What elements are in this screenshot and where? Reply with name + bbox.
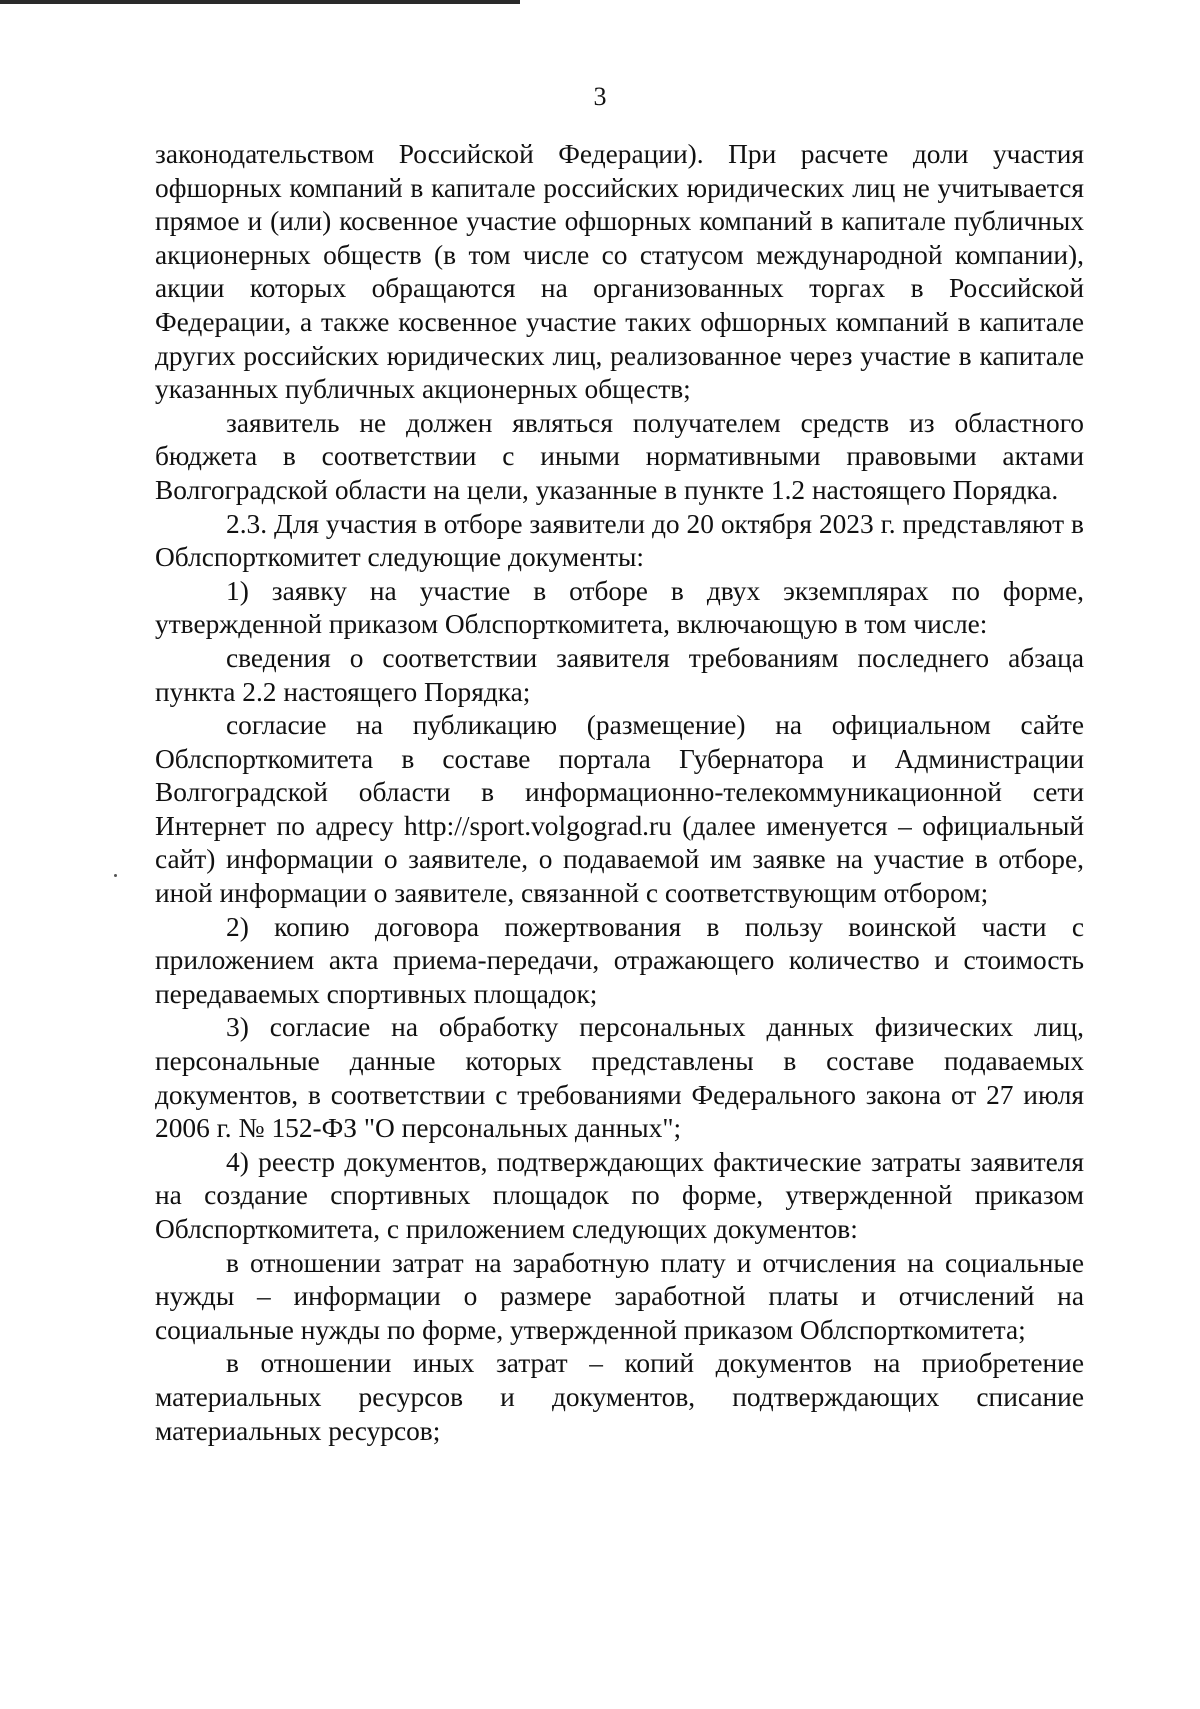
- document-body: [155, 138, 1084, 1448]
- paragraph: в отношении иных затрат – копий документов на приобретение материальных ресурсов и документов, подтверждающих списание материальных ресурсов;: [155, 1348, 1084, 1446]
- page-number: 3: [593, 82, 607, 111]
- paragraph-continuation: законодательством Российской Федерации). При расчете доли участия офшорных компаний в капитале российских юридических лиц не учитывается прямое и (или) косвенное участие офшорных компаний в капитале публичных акционерных обществ (в том числе со статусом международной компании), акции которых обращаются на организованных торгах в Российской Федерации, а также косвенное участие таких офшорных компаний в капитале других российских юридических лиц, реализованное через участие в капитале указанных публичных акционерных обществ;: [155, 139, 1084, 405]
- paragraph: в отношении затрат на заработную плату и отчисления на социальные нужды – информации о размере заработной платы и отчислений на социальные нужды по форме, утвержденной приказом Облспорткомитета;: [155, 1247, 1084, 1345]
- paragraph: сведения о соответствии заявителя требованиям последнего абзаца пункта 2.2 настоящего Порядка;: [155, 642, 1084, 707]
- list-item-1: 1) заявку на участие в отборе в двух экземплярах по форме, утвержденной приказом Облспорткомитета, включающую в том числе:: [155, 575, 1084, 640]
- list-item-3: 3) согласие на обработку персональных данных физических лиц, персональные данные которых представлены в составе подаваемых документов, в соответствии с требованиями Федерального закона от 27 июля 2006 г. № 152-ФЗ "О персональных данных";: [155, 1012, 1084, 1144]
- scan-speck: [114, 874, 117, 877]
- list-item-4: 4) реестр документов, подтверждающих фактические затраты заявителя на создание спортивных площадок по форме, утвержденной приказом Облспорткомитета, с приложением следующих документов:: [155, 1146, 1084, 1244]
- paragraph: согласие на публикацию (размещение) на официальном сайте Облспорткомитета в составе портала Губернатора и Администрации Волгоградской области в информационно-телекоммуникационной сети Интернет по адресу http://sport.volgograd.ru (далее именуется – официальный сайт) информации о заявителе, о подаваемой им заявке на участие в отборе, иной информации о заявителе, связанной с соответствующим отбором;: [155, 710, 1084, 909]
- scan-top-edge-line: [0, 0, 520, 4]
- list-item-2: 2) копию договора пожертвования в пользу воинской части с приложением акта приема-передачи, отражающего количество и стоимость передаваемых спортивных площадок;: [155, 911, 1084, 1009]
- paragraph: заявитель не должен являться получателем средств из областного бюджета в соответствии с иными нормативными правовыми актами Волгоградской области на цели, указанные в пункте 1.2 настоящего Порядка.: [155, 407, 1084, 505]
- paragraph-section-2-3: 2.3. Для участия в отборе заявители до 20 октября 2023 г. представляют в Облспорткомитет следующие документы:: [155, 508, 1084, 573]
